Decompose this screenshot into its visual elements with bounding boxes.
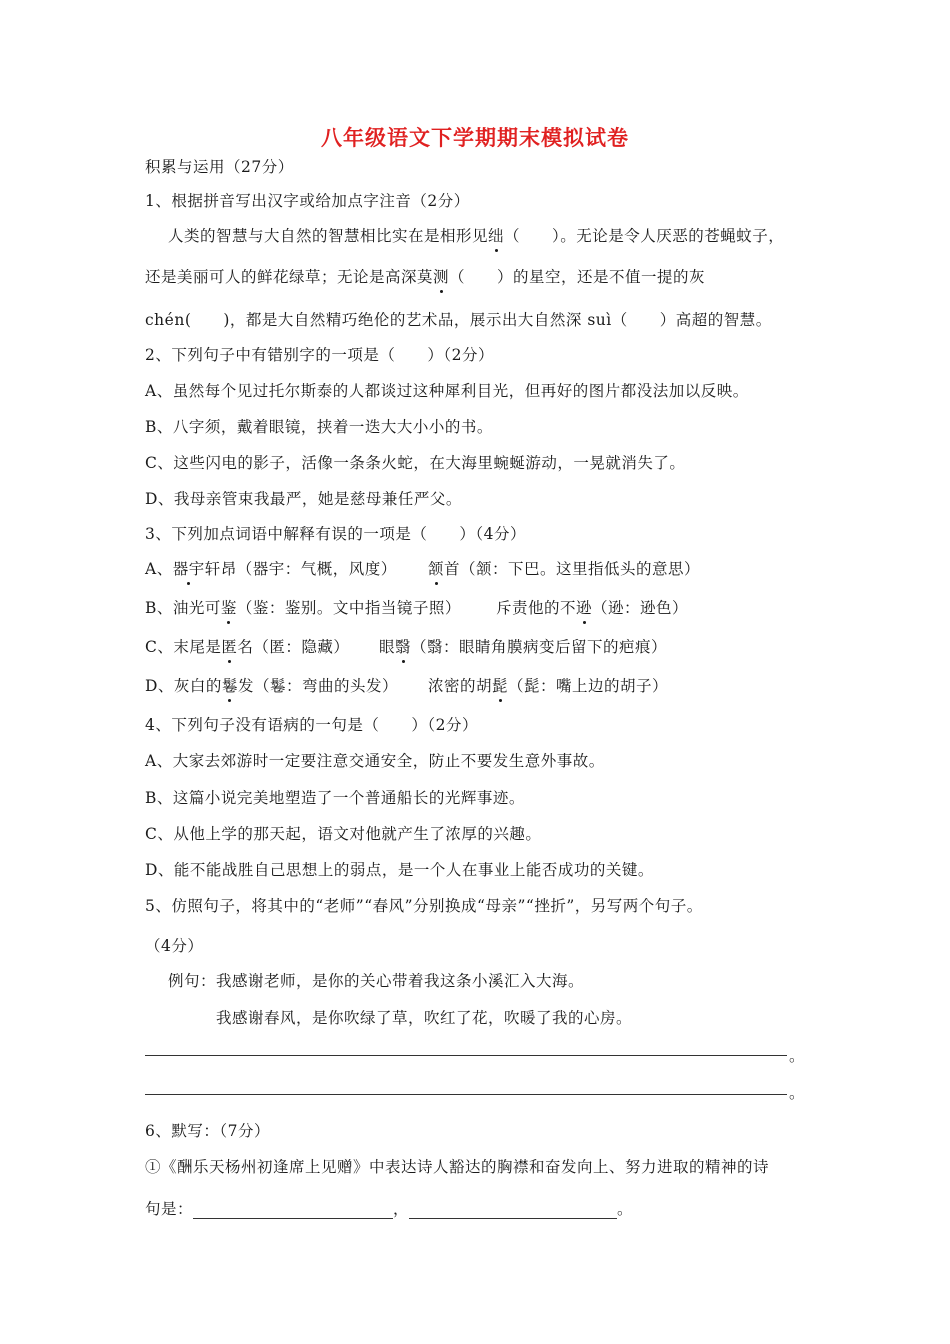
- q3-option-c: [145, 635, 349, 657]
- q5-score: （4分）: [145, 937, 204, 955]
- q1-text: 人类的智慧与大自然的智慧相比实在是相形见: [168, 227, 489, 245]
- answer-blank[interactable]: [193, 1204, 393, 1219]
- q3-option-a-2: [428, 557, 700, 579]
- q3-option-a: [145, 557, 397, 579]
- q4-option-b: B、这篇小说完美地塑造了一个普通船长的光辉事迹。: [145, 789, 525, 807]
- q3-text: D、灰白的: [145, 677, 222, 695]
- q3-text: 斥责他的不: [496, 599, 577, 617]
- dotted-char: 颔: [428, 560, 445, 578]
- q3-text: 轩昂（器宇：气概，风度）: [204, 560, 397, 578]
- comma: ，: [393, 1200, 410, 1218]
- dotted-char: 逊: [576, 599, 593, 617]
- answer-line-period: 。: [789, 1047, 805, 1065]
- answer-blank[interactable]: [409, 1204, 617, 1219]
- q3-option-b: [145, 596, 461, 618]
- q4-stem: 4、下列句子没有语病的一句是（ ）（2分）: [145, 716, 478, 734]
- q2-option-b: B、八字须，戴着眼镜，挟着一迭大大小小的书。: [145, 418, 493, 436]
- q2-option-d: D、我母亲管束我最严，她是慈母兼任严父。: [145, 490, 462, 508]
- q3-text: 名（匿：隐藏）: [237, 638, 350, 656]
- q3-text: （鉴：鉴别。文中指当镜子照）: [236, 599, 461, 617]
- q3-text: C、末尾是: [145, 638, 222, 656]
- q3-stem: 3、下列加点词语中解释有误的一项是（ ）（4分）: [145, 525, 526, 543]
- q3-option-d: [145, 674, 398, 696]
- section-heading: 积累与运用（27分）: [145, 158, 294, 176]
- q6-item-1: ①《酬乐天杨州初逢席上见赠》中表达诗人豁达的胸襟和奋发向上、努力进取的精神的诗: [145, 1158, 770, 1176]
- q1-paragraph-line-2: [145, 265, 705, 287]
- q6-answer-label: 句是：: [145, 1200, 194, 1218]
- q3-text: A、: [145, 560, 173, 578]
- q2-stem: 2、下列句子中有错别字的一项是（ ）（2分）: [145, 346, 494, 364]
- dotted-char: 测: [433, 268, 450, 286]
- q6-stem: 6、默写：（7分）: [145, 1122, 270, 1140]
- q5-example-1: 例句：我感谢老师，是你的关心带着我这条小溪汇入大海。: [168, 972, 585, 990]
- dotted-char: 匿: [221, 638, 238, 656]
- q1-text: 还是美丽可人的鲜花绿草；无论是高深莫: [145, 268, 434, 286]
- answer-line[interactable]: [145, 1094, 787, 1095]
- q3-text: 发（鬈：弯曲的头发）: [237, 677, 398, 695]
- q3-text: B、油光可: [145, 599, 221, 617]
- q1-text: （ ）的星空，还是不值一提的灰: [449, 268, 706, 286]
- q3-text: （逊：逊色）: [592, 599, 689, 617]
- q1-stem: 1、根据拼音写出汉字或给加点字注音（2分）: [145, 192, 470, 210]
- q3-option-c-2: [379, 635, 667, 657]
- q5-stem: 5、仿照句子，将其中的“老师”“春风”分别换成“母亲”“挫折”，另写两个句子。: [145, 897, 703, 915]
- answer-line-period: 。: [789, 1084, 805, 1102]
- q3-option-d-2: [428, 674, 668, 696]
- q3-text: （翳：眼睛角膜病变后留下的疤痕）: [411, 638, 668, 656]
- q3-text: 首（颔：下巴。这里指低头的意思）: [444, 560, 701, 578]
- dotted-char: 鉴: [220, 599, 237, 617]
- dotted-char: 绌: [488, 227, 505, 245]
- period: 。: [617, 1200, 634, 1218]
- q1-paragraph-line-3: chén( )，都是大自然精巧绝伦的艺术品，展示出大自然深 suì（ ）高超的智慧。: [145, 311, 772, 329]
- q4-option-a: A、大家去郊游时一定要注意交通安全，防止不要发生意外事故。: [145, 752, 605, 770]
- q3-text: 眼: [379, 638, 396, 656]
- q3-text: （髭：嘴上边的胡子）: [508, 677, 669, 695]
- page-title: 八年级语文下学期期末模拟试卷: [321, 125, 629, 150]
- dotted-char: 髭: [492, 677, 509, 695]
- q4-option-c: C、从他上学的那天起，语文对他就产生了浓厚的兴趣。: [145, 825, 542, 843]
- dotted-char: 鬈: [221, 677, 238, 695]
- q5-example-2: 我感谢春风，是你吹绿了草，吹红了花，吹暖了我的心房。: [216, 1009, 633, 1027]
- answer-line[interactable]: [145, 1055, 787, 1056]
- q3-option-b-2: [496, 596, 688, 618]
- q3-text: 浓密的胡: [428, 677, 493, 695]
- q2-option-a: A、虽然每个见过托尔斯泰的人都谈过这种犀利目光，但再好的图片都没法加以反映。: [145, 382, 749, 400]
- q2-option-c: C、这些闪电的影子，活像一条条火蛇，在大海里蜿蜒游动，一晃就消失了。: [145, 454, 686, 472]
- q6-item-1-answer: [145, 1197, 633, 1219]
- q1-paragraph-line-1: [168, 224, 784, 246]
- q4-option-d: D、能不能战胜自己思想上的弱点，是一个人在事业上能否成功的关键。: [145, 861, 654, 879]
- q1-text: （ ）。无论是令人厌恶的苍蝇蚊子，: [504, 227, 785, 245]
- dotted-char: 翳: [395, 638, 412, 656]
- dotted-char: 器宇: [172, 560, 205, 578]
